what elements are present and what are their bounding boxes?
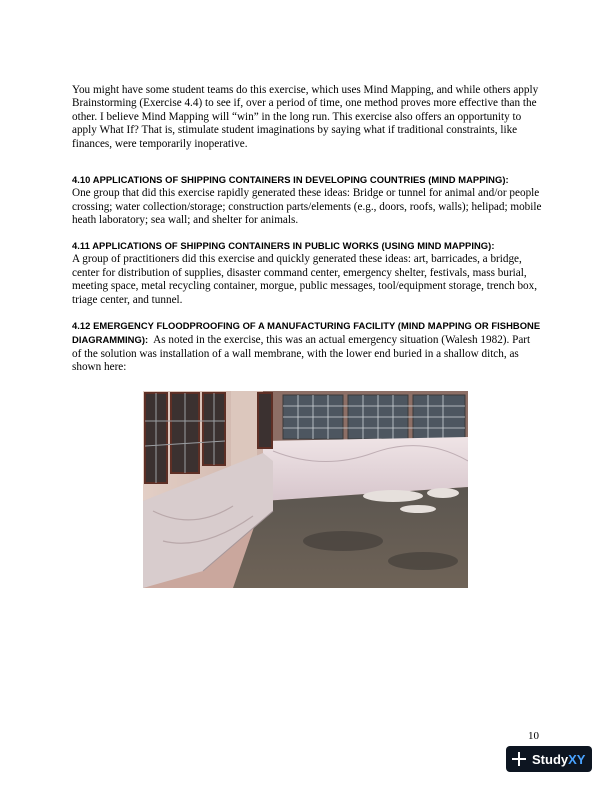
- section-4-12-body: As noted in the exercise, this was an actual emergency situation (Walesh 1982). Part of the solution was installation of a wall membrane, with the lower end buried in a shallow ditch, as shown here:: [72, 334, 531, 374]
- section-4-11: [72, 239, 542, 307]
- intro-paragraph: You might have some student teams do this exercise, which uses Mind Mapping, and while others apply Brainstorming (Exercise 4.4) to see if, over a period of time, one method proves more effective than the other. I believe Mind Mapping will “win” in the long run. This exercise also offers an opportunity to apply What If? That is, stimulate student imaginations by saying what if traditional constraints, like finances, were temporarily inoperative.: [72, 84, 539, 150]
- section-4-10-body: One group that did this exercise rapidly generated these ideas: Bridge or tunnel for animal and/or people crossing; water collection/storage; construction parts/elements (e.g., doors, roofs, walls); helipad; mobile heath laboratory; sea wall; and shelter for animals.: [72, 187, 542, 227]
- page-number: 10: [528, 730, 539, 742]
- plus-icon: [512, 752, 526, 766]
- section-4-12: [72, 319, 542, 375]
- studyxy-badge[interactable]: [506, 746, 592, 772]
- floodproofing-photo: [143, 391, 468, 588]
- section-4-11-heading: 4.11 APPLICATIONS OF SHIPPING CONTAINERS IN PUBLIC WORKS (USING MIND MAPPING):: [72, 240, 495, 251]
- section-4-11-body: A group of practitioners did this exercise and quickly generated these ideas: art, barricades, a bridge, center for distribution of supplies, disaster command center, emergency shelter, festivals, mass burial, meeting space, metal recycling container, morgue, public messages, tool/equipment storage, trench box, triage center, and tunnel.: [72, 253, 538, 306]
- section-4-12-heading: 4.12 EMERGENCY FLOODPROOFING OF A MANUFACTURING FACILITY (MIND MAPPING OR FISHBONE DIAGRAMMING):: [72, 320, 541, 346]
- section-4-10-heading: 4.10 APPLICATIONS OF SHIPPING CONTAINERS IN DEVELOPING COUNTRIES (MIND MAPPING):: [72, 174, 509, 185]
- section-4-10: [72, 173, 542, 228]
- brand-logo: StudyXY: [532, 751, 586, 767]
